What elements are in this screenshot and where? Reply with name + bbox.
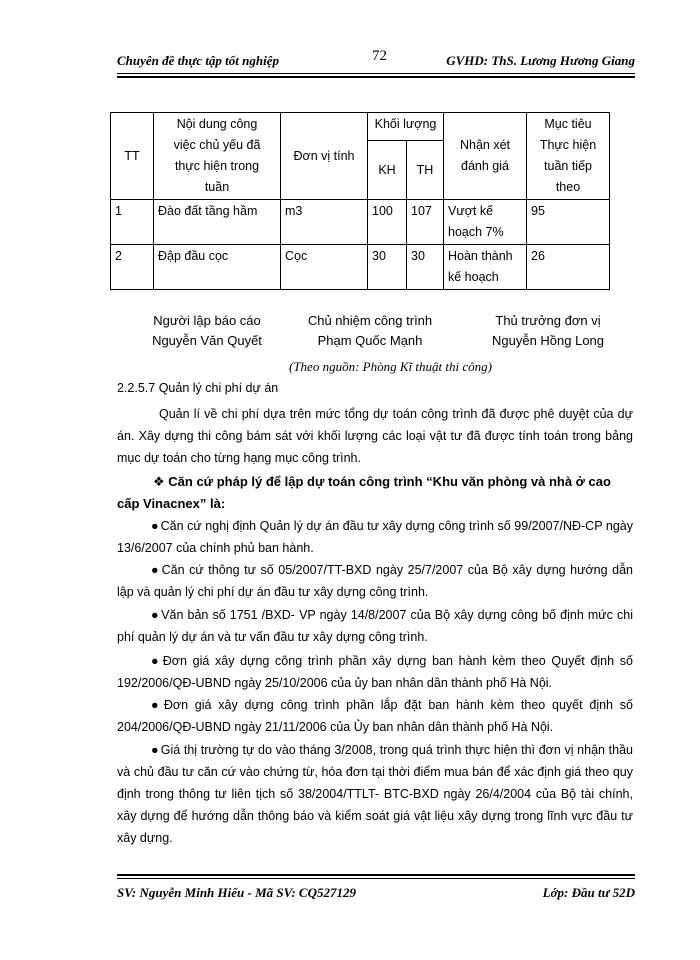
th-target: Mục tiêu Thực hiện tuần tiếp theo [527, 113, 610, 200]
th-unit: Đơn vị tính [281, 113, 368, 200]
footer-rule-thick [117, 874, 635, 876]
cell-target: 95 [527, 200, 610, 245]
bullet-icon: ● [151, 654, 161, 668]
list-item: ● Đơn giá xây dựng công trình phần xây dựng ban hành kèm theo Quyết định số 192/2006/QĐ-UBND ngày 25/10/2006 của ủy ban nhân dân thành phố Hà Nội. [117, 654, 633, 690]
cell-remark: Vượt kế hoạch 7% [444, 200, 527, 245]
cell-content: Đập đầu cọc [154, 245, 281, 290]
footer-class: Lớp: Đầu tư 52D [542, 885, 635, 900]
table-header-row [111, 113, 610, 141]
page-header [117, 50, 635, 72]
th-tt: TT [111, 113, 154, 200]
footer-student: SV: Nguyễn Minh Hiếu - Mã SV: CQ527129 [117, 885, 356, 900]
source-note: (Theo nguồn: Phòng Kĩ thuật thi công) [289, 359, 492, 374]
weekly-progress-table [110, 112, 610, 290]
list-item: ● Giá thị trường tự do vào tháng 3/2008, trong quá trình thực hiện thì đơn vị nhận thầu và chủ đầu tư căn cứ vào chứng từ, hóa đơn tại thời điểm mua bán để xác định giá theo quy định trong thông tư liên tịch số 38/2004/TTLT- BTC-BXD ngày 26/4/2004 của Bộ tài chính, xây dựng để hướng dẫn thông báo và kiểm soát giá vật liệu xây dựng trong lĩnh vực đầu tư xây dựng. [117, 743, 633, 845]
bullet-icon: ● [151, 608, 160, 622]
th-th: TH [407, 141, 444, 200]
signature-project-manager: Chủ nhiệm công trình Phạm Quốc Mạnh [307, 313, 433, 348]
signature-unit-head: Thủ trưởng đơn vị Nguyễn Hồng Long [491, 313, 605, 348]
header-supervisor: GVHD: ThS. Lương Hương Giang [446, 53, 635, 68]
list-item: ● Căn cứ thông tư số 05/2007/TT-BXD ngày 25/7/2007 của Bộ xây dựng hướng dẫn lập và quản lý chi phí dự án đầu tư xây dựng công trình. [117, 563, 633, 599]
header-title: Chuyên đề thực tập tốt nghiệp [117, 53, 279, 68]
list-item: ● Văn bản số 1751 /BXD- VP ngày 14/8/2007 của Bộ xây dựng công bố định mức chi phí quản lý dự án và tư vấn đầu tư xây dựng công trình. [117, 608, 633, 644]
cell-content: Đào đất tầng hầm [154, 200, 281, 245]
cell-unit: m3 [281, 200, 368, 245]
cell-th: 107 [407, 200, 444, 245]
cell-tt: 1 [111, 200, 154, 245]
cell-kh: 30 [368, 245, 407, 290]
list-item: ● Đơn giá xây dựng công trình phần lắp đặt ban hành kèm theo quyết định số 204/2006/QĐ-UBND ngày 21/11/2006 của Ủy ban nhân dân thành phố Hà Nội. [117, 698, 633, 734]
bullet-icon: ● [151, 563, 160, 577]
cell-tt: 2 [111, 245, 154, 290]
cell-kh: 100 [368, 200, 407, 245]
table-row [111, 200, 610, 245]
table-row [111, 245, 610, 290]
cell-unit: Cọc [281, 245, 368, 290]
signature-reporter: Người lập báo cáo Nguyễn Văn Quyết [152, 313, 262, 348]
th-content: Nội dung công việc chủ yếu đã thực hiện trong tuần [154, 113, 281, 200]
th-kh: KH [368, 141, 407, 200]
bullet-icon: ● [151, 743, 159, 757]
header-rule-thick [117, 76, 635, 78]
cell-remark: Hoàn thành kế hoạch [444, 245, 527, 290]
header-rule [117, 73, 635, 74]
bullet-icon: ● [151, 519, 159, 533]
bullet-icon: ● [151, 698, 162, 712]
intro-paragraph: Quản lí về chi phí dựa trên mức tổng dự toán công trình đã được phê duyệt của dự án. Xây dựng thi công bám sát với khối lượng các loại vật tư đã được tính toán trong bảng mục dự toán cho từng hạng mục công trình. [117, 407, 633, 465]
th-volume: Khối lượng [368, 113, 444, 141]
cell-target: 26 [527, 245, 610, 290]
footer-rule [117, 878, 635, 879]
th-remark: Nhận xét đánh giá [444, 113, 527, 200]
page-number: 72 [372, 48, 387, 64]
diamond-bullet-icon: ❖ [153, 474, 165, 489]
legal-basis-heading: ❖ Căn cứ pháp lý để lập dự toán công trình “Khu văn phòng và nhà ở cao cấp Vinacnex” là: [117, 474, 611, 511]
section-heading: 2.2.5.7 Quản lý chi phí dự án [117, 381, 279, 395]
cell-th: 30 [407, 245, 444, 290]
list-item: ● Căn cứ nghị định Quản lý dự án đầu tư xây dựng công trình số 99/2007/NĐ-CP ngày 13/6/2007 của chính phủ ban hành. [117, 519, 633, 555]
